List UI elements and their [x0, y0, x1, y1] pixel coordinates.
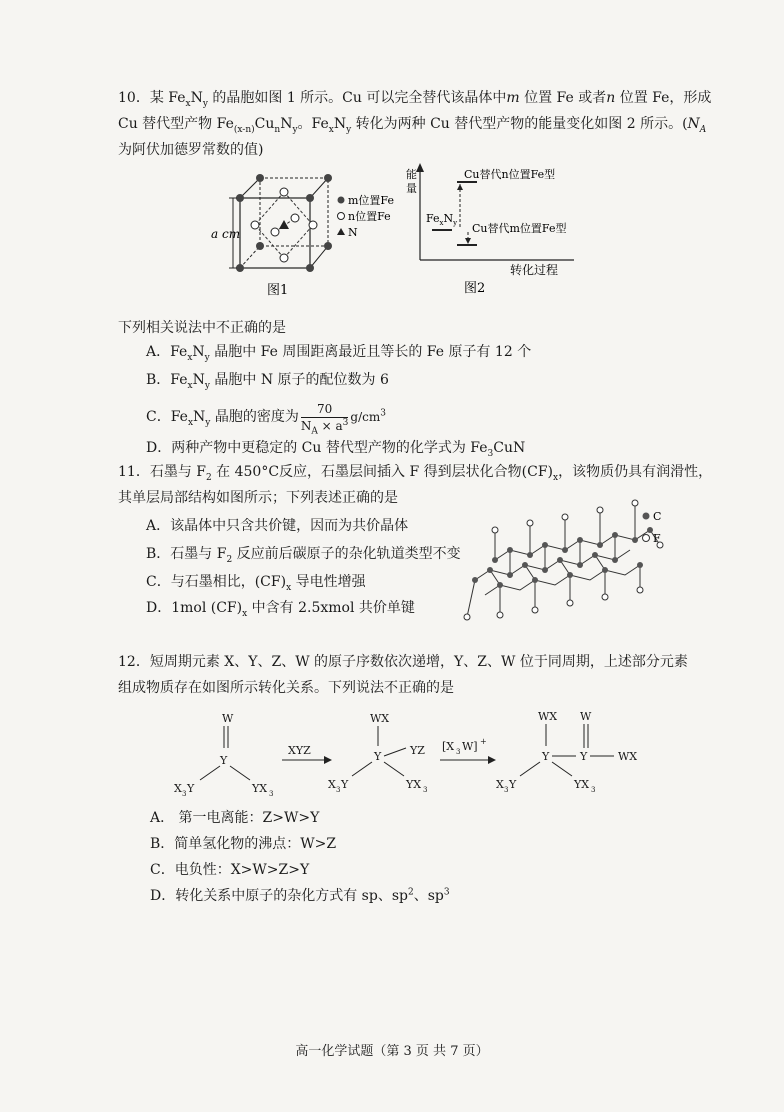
svg-text:W: W [580, 710, 592, 723]
legend-carbon: C [653, 510, 662, 523]
svg-text:3: 3 [423, 786, 428, 794]
q12-option-c: C．电负性：X>W>Z>Y [150, 862, 310, 878]
svg-text:X: X [496, 778, 504, 791]
svg-text:能: 能 [406, 168, 417, 181]
svg-text:Y: Y [220, 754, 228, 767]
svg-text:YZ: YZ [410, 744, 425, 757]
q10-option-c: C．$Fe_xN_y$ 晶胞的密度为 $\frac{70}{N_A \times a^3}$ $g/cm^3$ [146, 401, 386, 436]
svg-text:3: 3 [591, 786, 596, 794]
svg-text:XYZ: XYZ [288, 744, 311, 757]
svg-text:WX: WX [370, 712, 390, 725]
svg-text:[X: [X [442, 740, 455, 753]
figure1-unit-cell [205, 170, 405, 300]
q12-option-d: D．转化关系中原子的杂化方式有 sp、$sp^2$、$sp^3$ [150, 887, 450, 904]
q12-transformation-scheme [160, 708, 680, 808]
svg-text:+: + [480, 737, 487, 746]
q10-option-b: B．$Fe_xN_y$ 晶胞中 N 原子的配位数为 6 [146, 372, 389, 391]
svg-text:量: 量 [406, 182, 417, 195]
q11-option-a: A．该晶体中只含共价键，因而为共价晶体 [146, 518, 409, 534]
svg-text:WX: WX [538, 710, 558, 723]
edge-length-label: a cm [211, 227, 241, 241]
legend-n-atom: N [348, 226, 358, 239]
cf-layer-structure [455, 485, 685, 625]
svg-text:W: W [222, 712, 234, 725]
svg-text:Y: Y [341, 778, 349, 791]
level-start-label: $Fe_xN_y$ [426, 212, 458, 227]
svg-text:Y: Y [187, 782, 195, 795]
level-bottom-label: Cu替代m位置Fe型 [472, 222, 567, 235]
q12-line2: 组成物质存在如图所示转化关系。下列说法不正确的是 [118, 680, 454, 696]
q10-line2: Cu 替代型产物 $Fe_{(x-n)}Cu_nN_y$。$Fe_xN_y$ 转化为两种 Cu 替代型产物的能量变化如图 2 所示。($N_A$ [118, 116, 707, 135]
svg-text:WX: WX [618, 750, 638, 763]
figure2-x-label: 转化过程 [510, 263, 559, 277]
svg-text:3: 3 [456, 748, 461, 756]
q12-option-a: A． 第一电离能：Z>W>Y [150, 810, 320, 826]
q11-option-d: D．1mol $(CF)_x$ 中含有 2.5xmol 共价单键 [146, 600, 415, 619]
q10-line1: 10．某 $Fe_xN_y$ 的晶胞如图 1 所示。Cu 可以完全替代该晶体中m 位置 Fe 或者n 位置 Fe，形成 [118, 90, 712, 109]
q10-option-a: A．$Fe_xN_y$ 晶胞中 Fe 周围距离最近且等长的 Fe 原子有 12 个 [146, 344, 532, 363]
q11-legend [640, 508, 680, 548]
svg-text:YX: YX [252, 782, 268, 795]
q11-line1: 11．石墨与 $F_2$ 在 450°C反应，石墨层间插入 F 得到层状化合物$(CF)_x$，该物质仍具有润滑性， [118, 464, 713, 483]
q11-line2: 其单层局部结构如图所示；下列表述正确的是 [118, 490, 398, 506]
svg-text:Y: Y [580, 750, 588, 763]
svg-text:W]: W] [462, 740, 478, 753]
svg-text:Y: Y [374, 750, 382, 763]
legend-fluorine: F [653, 532, 661, 545]
svg-text:3: 3 [182, 790, 187, 798]
q10-option-d: D．两种产物中更稳定的 Cu 替代型产物的化学式为 $Fe_3CuN$ [146, 440, 526, 459]
figure2-caption: 图2 [464, 281, 486, 296]
level-top-label: Cu替代n位置Fe型 [464, 168, 556, 181]
svg-text:YX: YX [406, 778, 422, 791]
figure2-energy-diagram [402, 160, 582, 300]
legend-m-fe: m位置Fe [348, 194, 394, 207]
svg-text:X: X [328, 778, 336, 791]
svg-text:3: 3 [336, 786, 341, 794]
q12-option-b: B．简单氢化物的沸点：W>Z [150, 836, 337, 852]
svg-text:YX: YX [574, 778, 590, 791]
q12-line1: 12．短周期元素 X、Y、Z、W 的原子序数依次递增，Y、Z、W 位于同周期，上述部分元素 [118, 654, 688, 670]
svg-text:Y: Y [542, 750, 550, 763]
svg-text:3: 3 [504, 786, 509, 794]
page-footer: 高一化学试题（第 3 页 共 7 页） [295, 1044, 489, 1059]
q11-option-b: B．石墨与 $F_2$ 反应前后碳原子的杂化轨道类型不变 [146, 546, 461, 565]
q11-option-c: C．与石墨相比，$(CF)_x$ 导电性增强 [146, 574, 366, 593]
svg-text:3: 3 [269, 790, 274, 798]
q10-line3: 为阿伏加德罗常数的值) [118, 142, 264, 158]
legend-n-fe: n位置Fe [348, 210, 391, 223]
svg-text:Y: Y [509, 778, 517, 791]
figure1-caption: 图1 [267, 283, 289, 298]
density-fraction: $\frac{70}{N_A \times a^3}$ [300, 401, 349, 436]
q10-stem: 下列相关说法中不正确的是 [118, 320, 286, 336]
svg-text:X: X [174, 782, 182, 795]
